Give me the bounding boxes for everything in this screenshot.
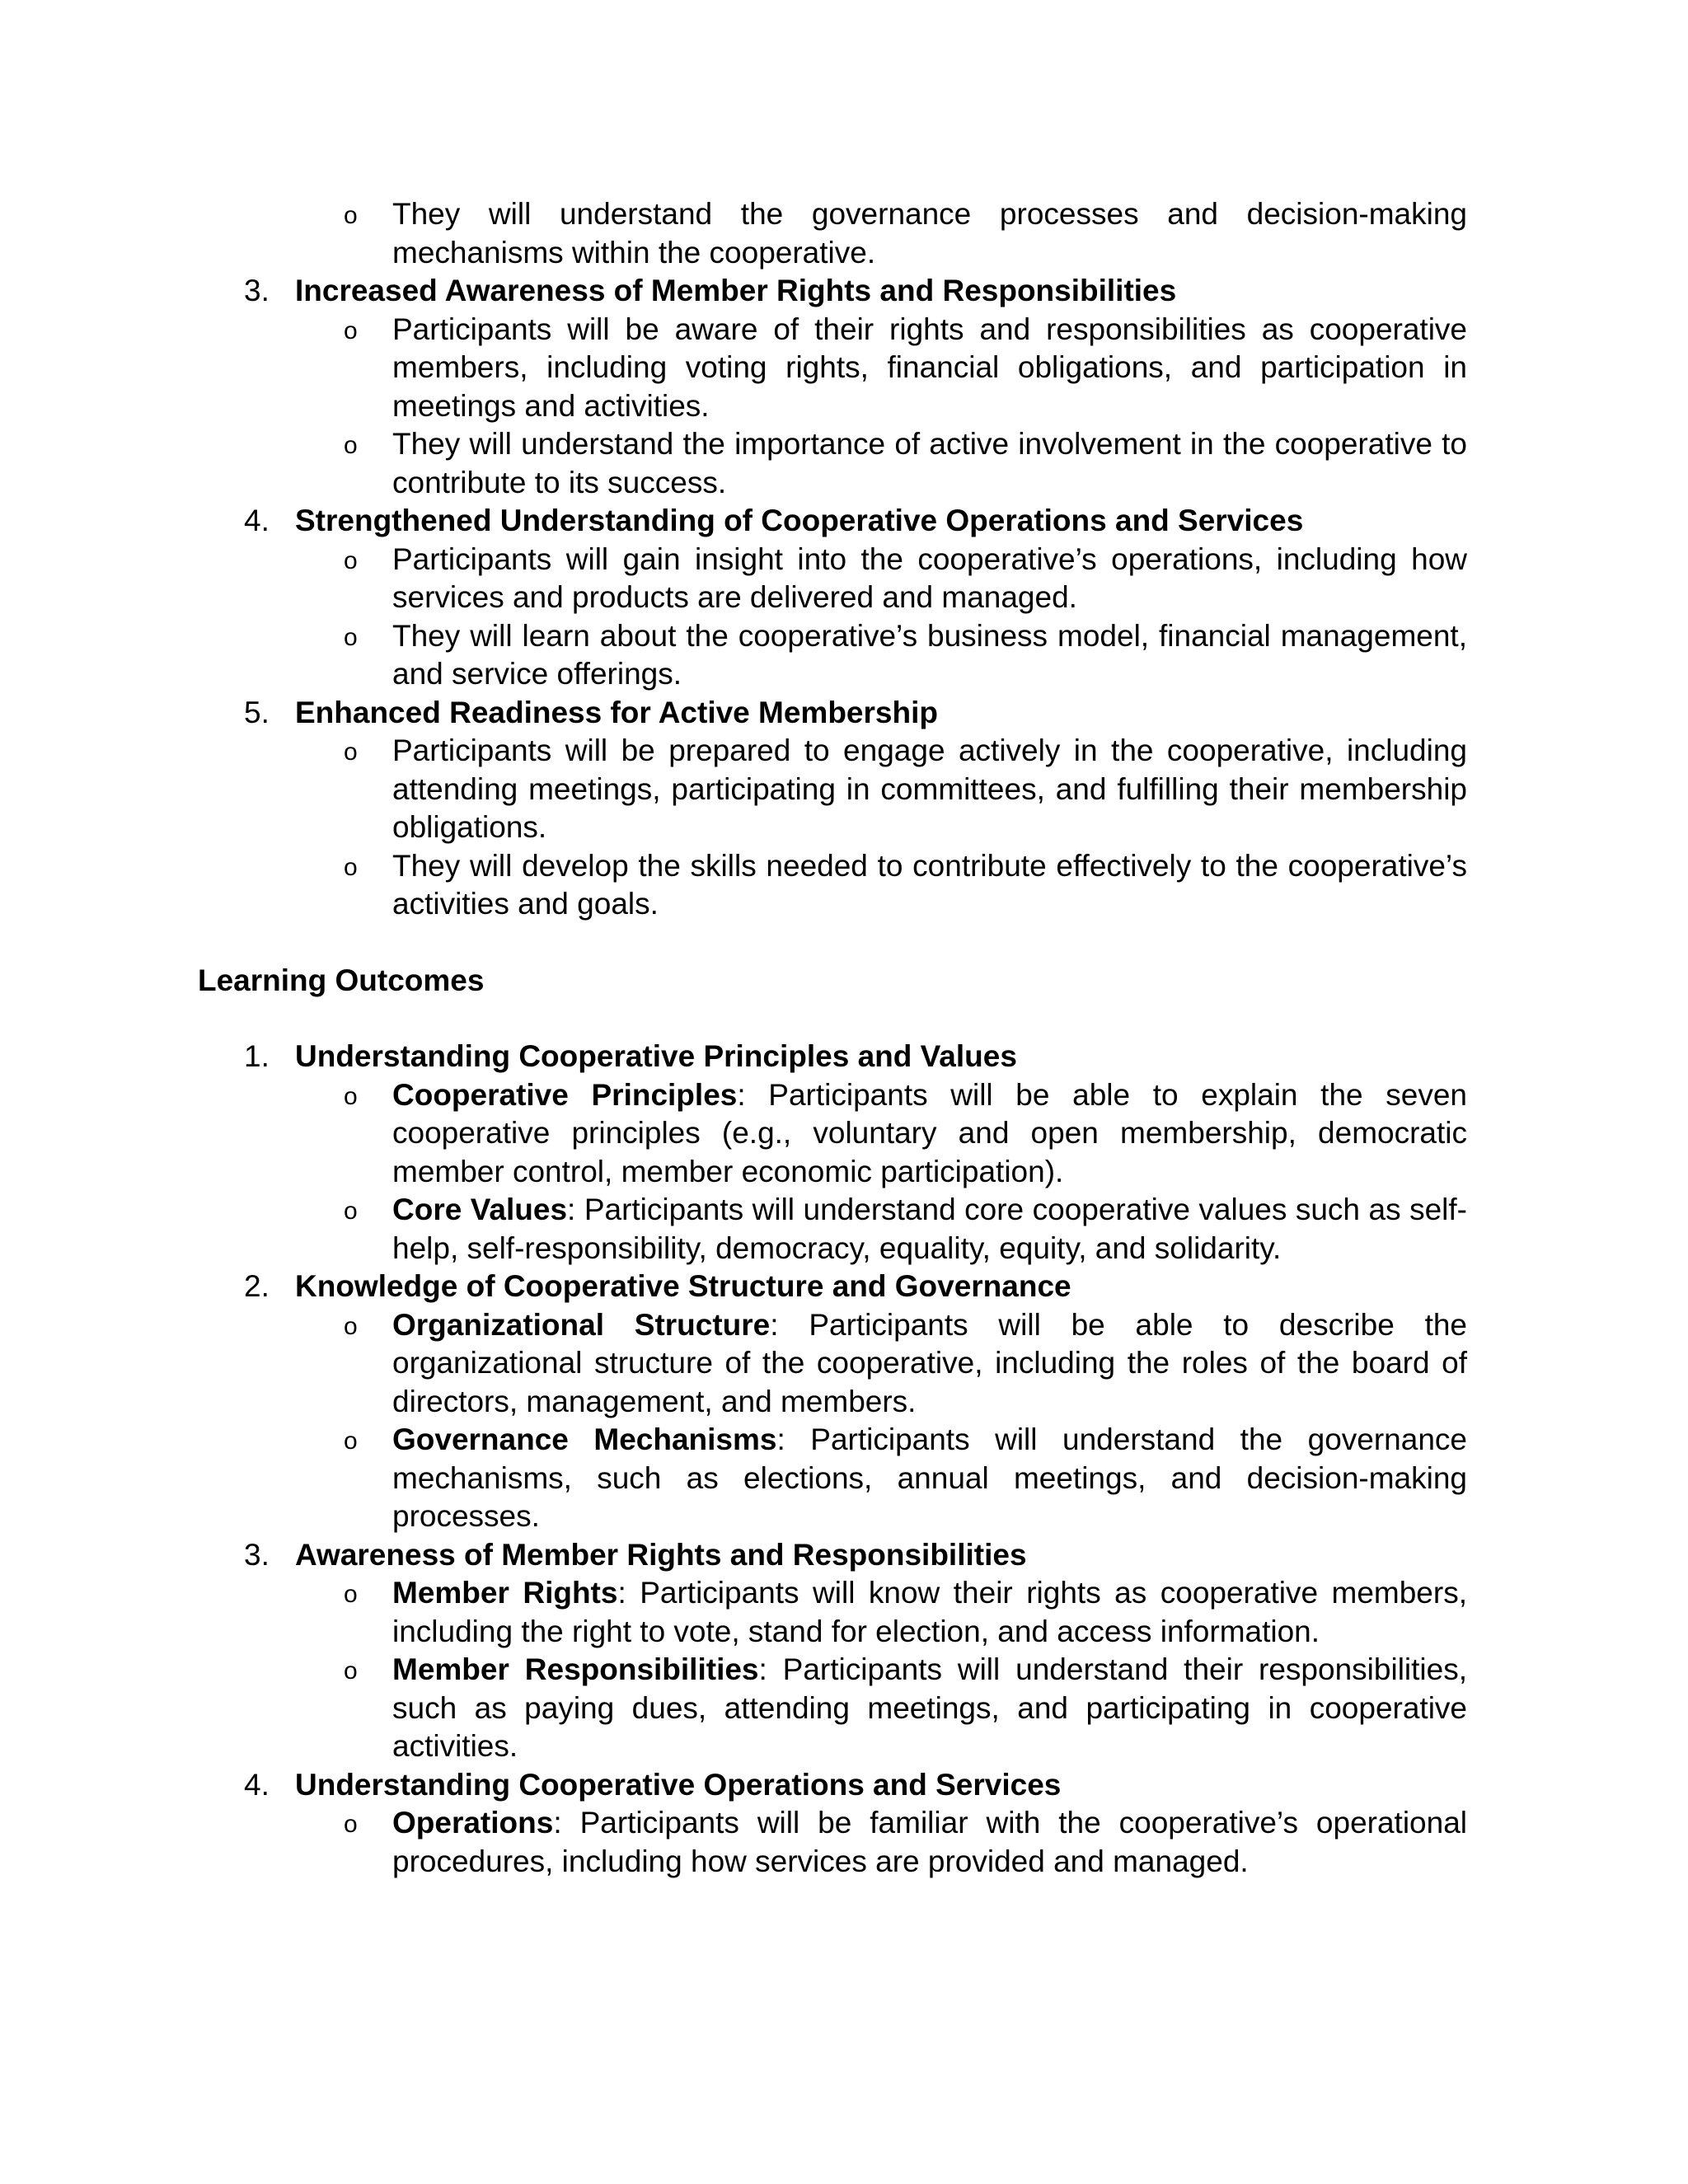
sub-item-text: They will understand the importance of active involvement in the cooperative to contribute to its success. — [392, 427, 1467, 499]
sub-item-term: Member Responsibilities — [392, 1652, 759, 1686]
sub-item — [198, 1651, 1467, 1766]
bullet-icon: o — [344, 1811, 358, 1838]
item-number: 4. — [244, 504, 270, 537]
document-body — [198, 195, 1467, 1881]
numbered-item — [198, 1038, 1467, 1076]
sub-item-term: Cooperative Principles — [392, 1077, 738, 1112]
item-number: 3. — [244, 274, 270, 307]
sub-item-text: Participants will be aware of their rights and responsibilities as cooperative members, including voting rights, financial obligations, and participation in meetings and activities. — [392, 312, 1467, 423]
item-title: Increased Awareness of Member Rights and Responsibilities — [295, 274, 1177, 307]
sub-item-text: : Participants will be able to explain the seven cooperative principles (e.g., voluntary and open membership, democratic member control, member economic participation). — [392, 1077, 1467, 1188]
sub-item — [198, 1076, 1467, 1192]
section-heading: Learning Outcomes — [198, 963, 485, 997]
sub-item — [198, 1574, 1467, 1651]
sub-item-text: : Participants will be familiar with the cooperative’s operational procedures, including how services are provided and managed. — [392, 1806, 1467, 1878]
bullet-icon: o — [344, 738, 358, 766]
sub-item-text: They will understand the governance processes and decision-making mechanisms within the cooperative. — [392, 197, 1467, 269]
bullet-icon: o — [344, 316, 358, 344]
sub-item-text: : Participants will understand core cooperative values such as self-help, self-responsibility, democracy, equality, equity, and solidarity. — [392, 1193, 1467, 1265]
bullet-icon: o — [344, 1082, 358, 1110]
sub-item-text: : Participants will understand their responsibilities, such as paying dues, attending meetings, and participating in cooperative activities. — [392, 1652, 1467, 1763]
bullet-icon: o — [344, 1427, 358, 1455]
sub-item-text: : Participants will understand the governance mechanisms, such as elections, annual meetings, and decision-making processes. — [392, 1422, 1467, 1533]
item-title: Knowledge of Cooperative Structure and Governance — [295, 1269, 1071, 1303]
sub-item — [198, 1306, 1467, 1422]
bullet-icon: o — [344, 623, 358, 651]
sub-item-term: Governance Mechanisms — [392, 1422, 777, 1456]
sub-item — [198, 1191, 1467, 1268]
item-number: 3. — [244, 1537, 270, 1572]
item-number: 1. — [244, 1039, 270, 1073]
numbered-item — [198, 1536, 1467, 1575]
sub-item — [198, 425, 1467, 502]
bullet-icon: o — [344, 1197, 358, 1225]
item-title: Strengthened Understanding of Cooperative Operations and Services — [295, 504, 1304, 537]
bullet-icon: o — [344, 853, 358, 881]
sub-item — [198, 732, 1467, 847]
bullet-icon: o — [344, 1581, 358, 1608]
bullet-icon: o — [344, 202, 358, 229]
item-title: Awareness of Member Rights and Responsibilities — [295, 1537, 1027, 1572]
item-number: 5. — [244, 695, 270, 729]
item-title: Understanding Cooperative Operations and Services — [295, 1767, 1062, 1802]
sub-item — [198, 1421, 1467, 1536]
sub-item-term: Member Rights — [392, 1576, 618, 1610]
learning-outcomes-list — [198, 1038, 1467, 1881]
sub-item-text: : Participants will be able to describe the organizational structure of the cooperative, including the roles of the board of directors, management, and members. — [392, 1307, 1468, 1418]
sub-item-term: Organizational Structure — [392, 1307, 771, 1342]
numbered-item — [198, 272, 1467, 311]
sub-item-term: Core Values — [392, 1193, 568, 1226]
sub-item-text: : Participants will know their rights as cooperative members, including the right to vote, stand for election, and access information. — [392, 1576, 1467, 1648]
sub-item — [198, 617, 1467, 694]
item-title: Enhanced Readiness for Active Membership — [295, 695, 938, 729]
numbered-item — [198, 694, 1467, 733]
bullet-icon: o — [344, 1312, 358, 1340]
item-number: 2. — [244, 1269, 270, 1303]
numbered-item — [198, 1268, 1467, 1306]
bullet-icon: o — [344, 1657, 358, 1685]
numbered-item — [198, 502, 1467, 541]
bullet-icon: o — [344, 432, 358, 459]
item-number: 4. — [244, 1767, 270, 1802]
sub-item — [198, 195, 1467, 272]
sub-item-text: Participants will gain insight into the cooperative’s operations, including how services and products are delivered and managed. — [392, 541, 1467, 614]
sub-item — [198, 541, 1467, 617]
sub-item-text: They will learn about the cooperative’s business model, financial management, and service offerings. — [392, 618, 1467, 691]
numbered-item — [198, 1766, 1467, 1805]
sub-item-text: Participants will be prepared to engage actively in the cooperative, including attending meetings, participating in committees, and fulfilling their membership obligations. — [392, 733, 1467, 844]
sub-item-term: Operations — [392, 1806, 554, 1840]
item-title: Understanding Cooperative Principles and Values — [295, 1039, 1017, 1073]
bullet-icon: o — [344, 546, 358, 574]
sub-item — [198, 1804, 1467, 1881]
sub-item — [198, 847, 1467, 924]
sub-item — [198, 311, 1467, 426]
sub-item-text: They will develop the skills needed to contribute effectively to the cooperative’s activities and goals. — [392, 848, 1467, 921]
